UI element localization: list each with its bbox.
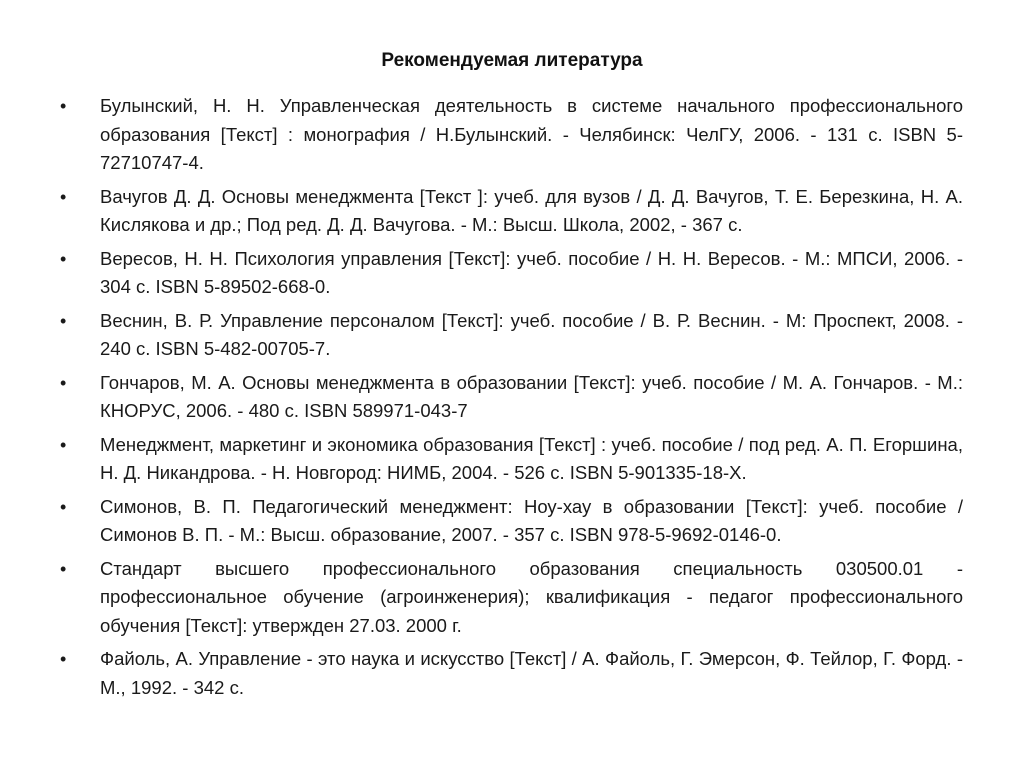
reference-text: Булынский, Н. Н. Управленческая деятельность в системе начального профессионального образования [Текст] : монография / Н.Булынский. - Челябинск: ЧелГУ, 2006. - 131 с. ISBN 5-72710747-4. [100,95,963,173]
reference-text: Вачугов Д. Д. Основы менеджмента [Текст ]: учеб. для вузов / Д. Д. Вачугов, Т. Е. Березкина, Н. А. Кислякова и др.; Под ред. Д. Д. Вачугова. - М.: Высш. Школа, 2002, - 367 с. [100,185,963,235]
reference-text: Гончаров, М. А. Основы менеджмента в образовании [Текст]: учеб. пособие / М. А. Гончаров. - М.: КНОРУС, 2006. - 480 с. ISBN 589971-043-7 [100,371,963,421]
bullet-icon: • [60,372,67,393]
bullet-icon: • [60,649,67,669]
list-item [60,555,963,641]
bullet-icon: • [60,248,67,269]
page-title: Рекомендуемая литература [381,50,643,71]
list-item [60,369,963,426]
reference-text: Веснин, В. Р. Управление персоналом [Текст]: учеб. пособие / В. Р. Веснин. - М: Проспект, 2008. - 240 с. ISBN 5-482-00705-7. [100,309,963,359]
bullet-icon: • [60,96,67,116]
bullet-icon: • [60,558,67,579]
reference-text: Файоль, А. Управление - это наука и искусство [Текст] / А. Файоль, Г. Эмерсон, Ф. Тейлор, Г. Форд. - М., 1992. - 342 с. [100,648,963,698]
reference-text: Стандарт высшего профессионального образования специальность 030500.01 - профессиональное обучение (агроинженерия); квалификация - педагог профессионального обучения [Текст]: утвержден 27.03. 2000 г. [100,557,963,636]
reference-text: Менеджмент, маркетинг и экономика образования [Текст] : учеб. пособие / под ред. А. П. Егоршина, Н. Д. Никандрова. - Н. Новгород: НИМБ, 2004. - 526 с. ISBN 5-901335-18-Х. [100,433,963,483]
bullet-icon: • [60,434,67,455]
list-item [60,183,963,240]
bullet-icon: • [60,496,67,517]
list-item [60,92,963,178]
bullet-icon: • [60,186,67,207]
reference-text: Вересов, Н. Н. Психология управления [Текст]: учеб. пособие / Н. Н. Вересов. - М.: МПСИ, 2006. - 304 с. ISBN 5-89502-668-0. [100,247,963,297]
list-item [60,307,963,364]
list-item [60,245,963,302]
list-item [60,493,963,550]
bullet-icon: • [60,310,67,331]
reference-text: Симонов, В. П. Педагогический менеджмент: Ноу-хау в образовании [Текст]: учеб. пособие / Симонов В. П. - М.: Высш. образование, 2007. - 357 с. ISBN 978-5-9692-0146-0. [100,495,963,545]
list-item [60,645,963,702]
reference-list [60,92,963,707]
list-item [60,431,963,488]
